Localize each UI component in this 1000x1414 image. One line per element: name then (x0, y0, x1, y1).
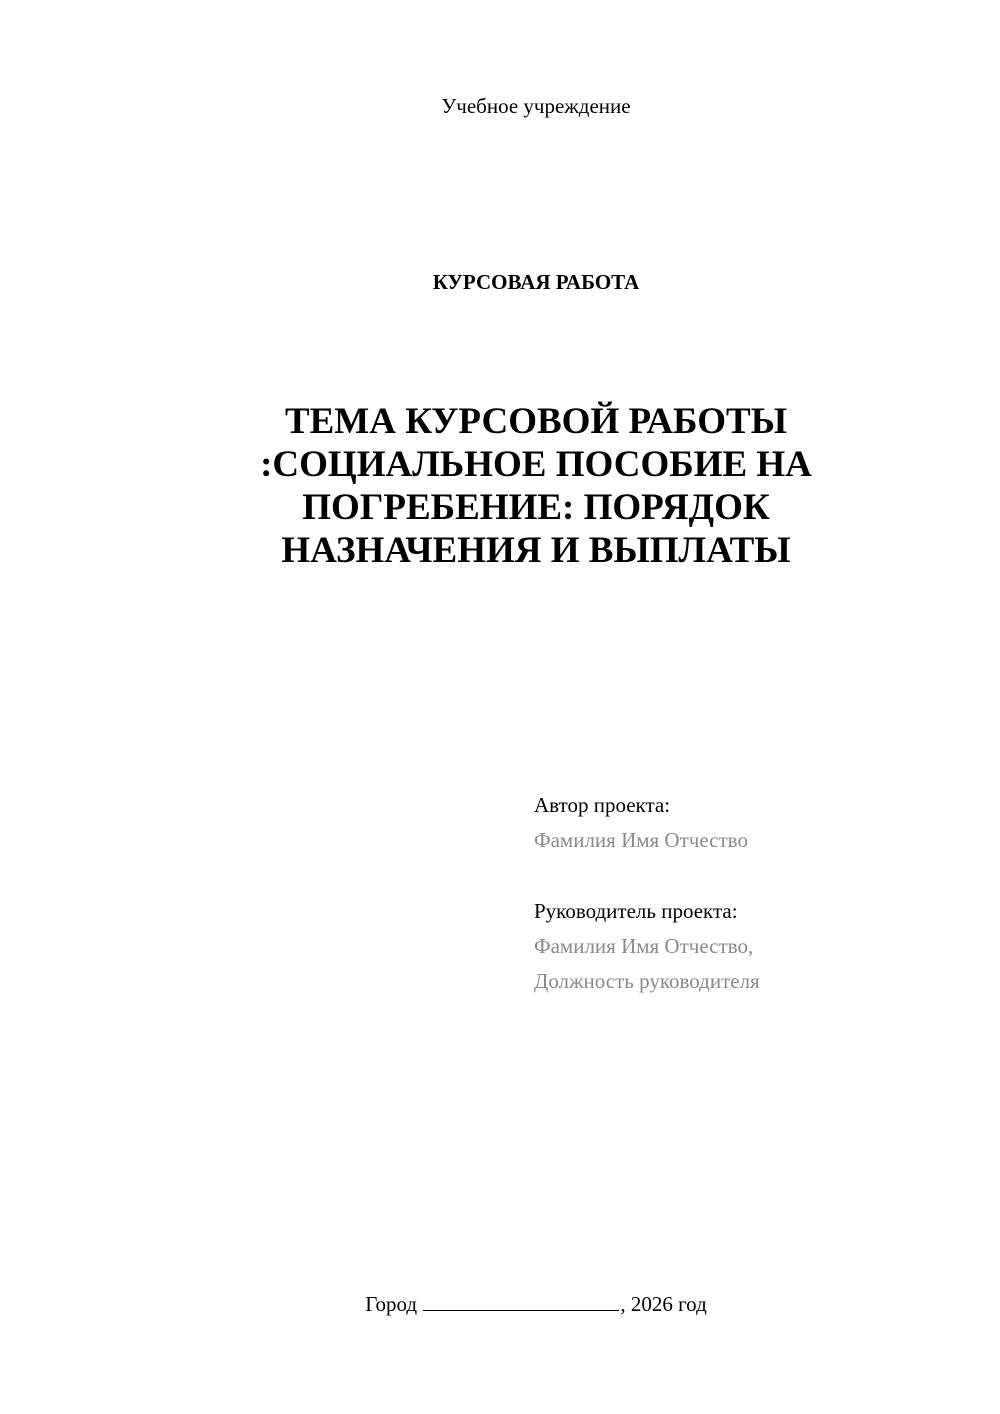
institution-name: Учебное учреждение (441, 94, 631, 118)
year-text: , 2026 год (620, 1292, 707, 1316)
author-name: Фамилия Имя Отчество (534, 828, 748, 852)
credits-block (534, 788, 974, 999)
supervisor-name: Фамилия Имя Отчество, (534, 934, 754, 958)
work-title (240, 400, 832, 572)
city-year-line (0, 1290, 1000, 1318)
work-title-line: ТЕМА КУРСОВОЙ РАБОТЫ (284, 401, 788, 442)
supervisor-position: Должность руководителя (534, 969, 760, 993)
city-label: Город (365, 1292, 418, 1316)
work-type-heading: КУРСОВАЯ РАБОТА (432, 270, 640, 294)
work-title-line: ПОГРЕБЕНИЕ: ПОРЯДОК (302, 487, 770, 528)
work-title-line: НАЗНАЧЕНИЯ И ВЫПЛАТЫ (281, 530, 791, 571)
author-label: Автор проекта: (534, 793, 671, 817)
city-blank-line (423, 1290, 619, 1311)
supervisor-label: Руководитель проекта: (534, 899, 738, 923)
work-title-line: :СОЦИАЛЬНОЕ ПОСОБИЕ НА (260, 444, 812, 485)
credits-spacer (534, 858, 974, 894)
